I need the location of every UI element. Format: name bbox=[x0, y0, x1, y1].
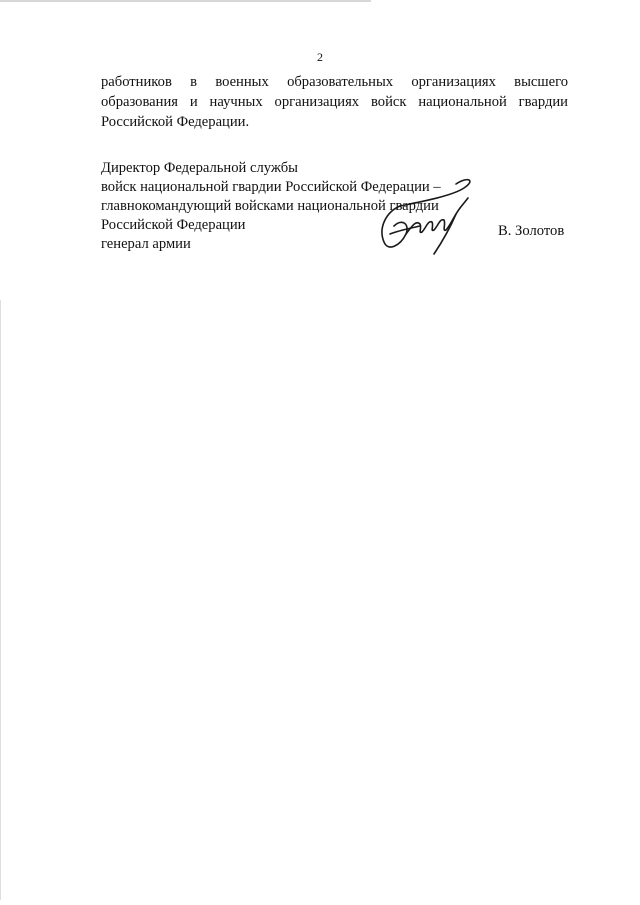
scan-left-edge bbox=[0, 300, 1, 900]
signer-title-line-3: главнокомандующий войсками национальной гвардии bbox=[101, 198, 439, 214]
signer-rank: генерал армии bbox=[101, 236, 191, 252]
signer-title-line-4: Российской Федерации bbox=[101, 217, 246, 233]
page-number: 2 bbox=[317, 50, 323, 64]
handwritten-signature-icon bbox=[360, 168, 490, 258]
body-line-2: образования и научных организациях войск национальной гвардии bbox=[101, 94, 568, 110]
body-line-1: работников в военных образовательных организациях высшего bbox=[101, 74, 568, 90]
signer-title-line-2: войск национальной гвардии Российской Федерации – bbox=[101, 179, 441, 195]
body-line-3: Российской Федерации. bbox=[101, 114, 250, 130]
scan-top-edge bbox=[0, 0, 640, 2]
signer-title-line-1: Директор Федеральной службы bbox=[101, 160, 298, 176]
body-paragraph bbox=[101, 72, 568, 132]
signer-name: В. Золотов bbox=[498, 223, 565, 239]
